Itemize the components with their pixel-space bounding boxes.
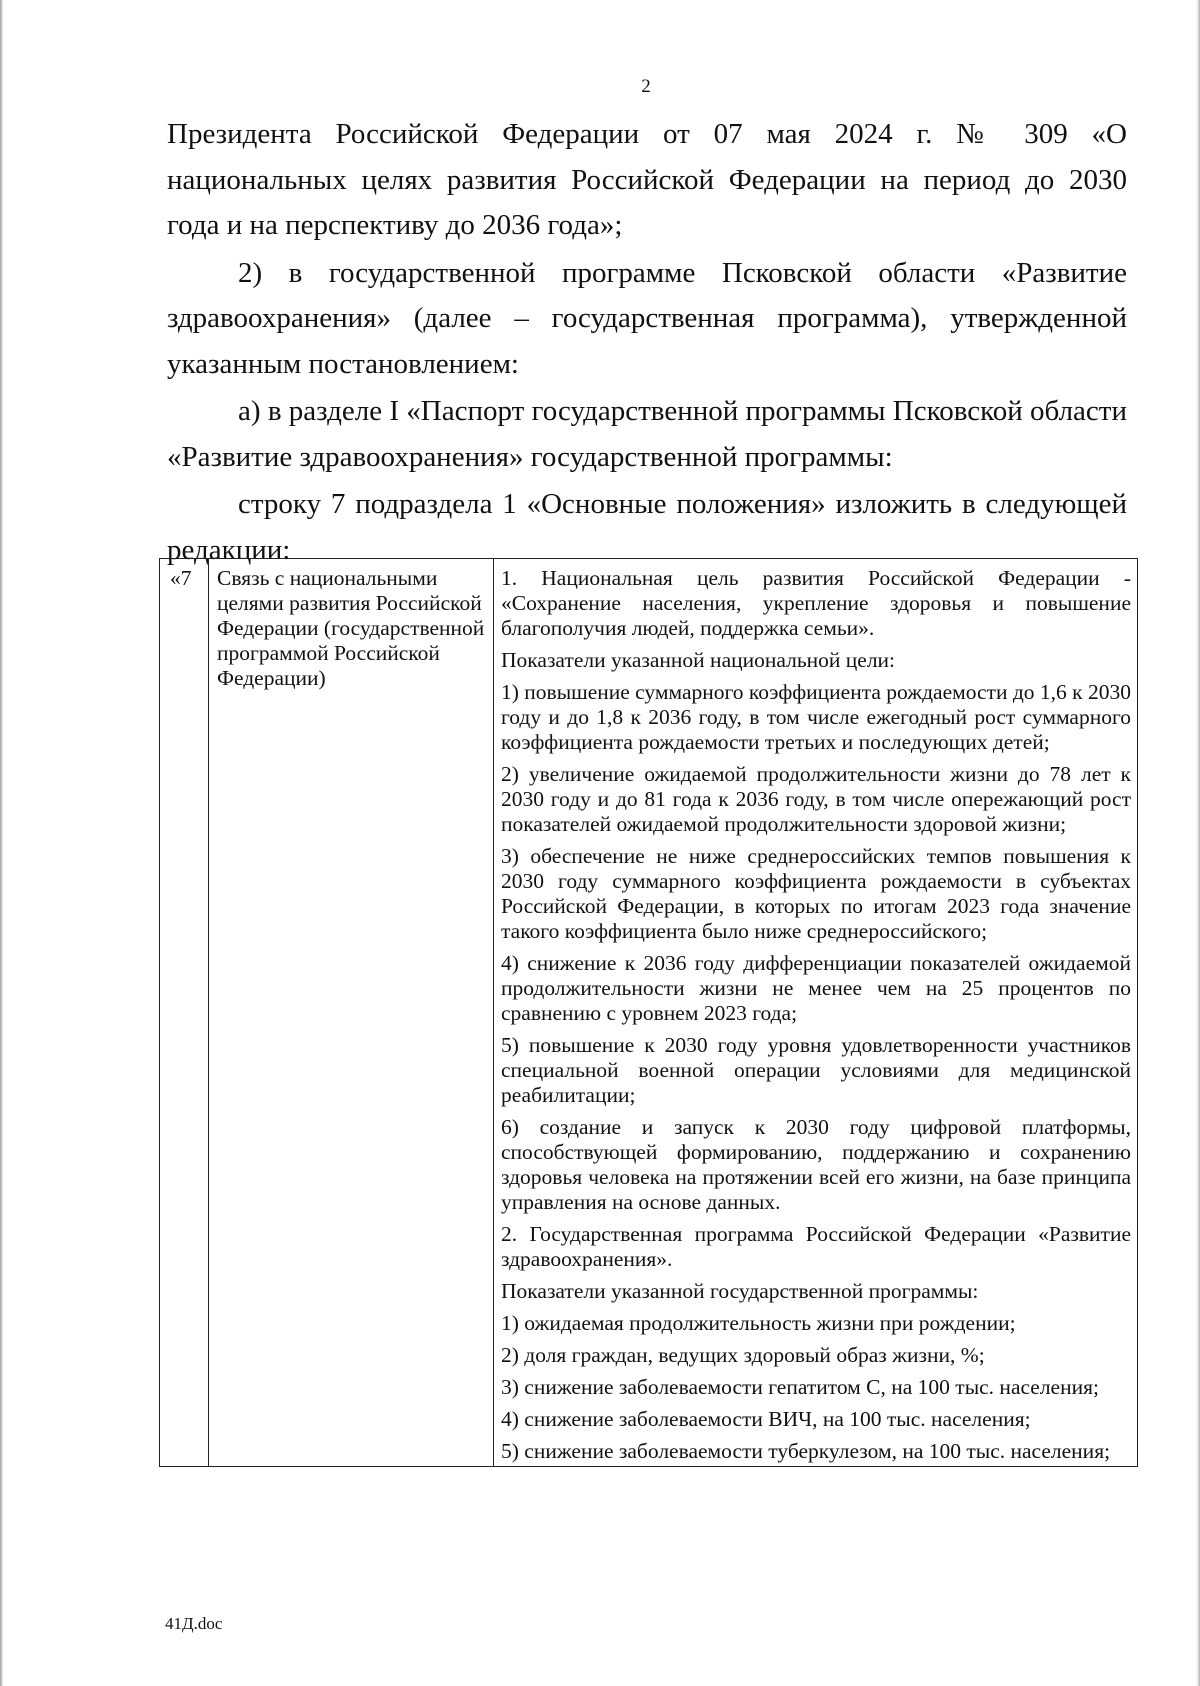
program-indicator-4: 4) снижение заболеваемости ВИЧ, на 100 тыс. населения; [501,1407,1031,1431]
table-row [160,559,1138,1467]
footer-filename: 41Д.doc [165,1614,223,1633]
goal-indicator-2: 2) увеличение ожидаемой продолжительности жизни до 78 лет к 2030 году и до 81 года к 2036 году, в том числе опережающий рост показателей ожидаемой продолжительности здоровой жизни; [501,762,1131,836]
goal-indicators-heading: Показатели указанной национальной цели: [501,648,896,672]
row-label-cell: Связь с национальными целями развития Российской Федерации (государственной программой Российской Федерации) [209,559,494,1467]
goal-indicator-6: 6) создание и запуск к 2030 году цифровой платформы, способствующей формированию, поддержанию и сохранению здоровья человека на протяжении всей его жизни, на базе принципа управления на основе данных. [501,1115,1131,1214]
paragraph-section-passport: а) в разделе I «Паспорт государственной программы Псковской области «Развитие здравоохранения» государственной программы: [167,395,1127,473]
program-indicator-1: 1) ожидаемая продолжительность жизни при рождении; [501,1311,1016,1335]
paragraph-decree-reference: Президента Российской Федерации от 07 мая 2024 г. № 309 «О национальных целях развития Российской Федерации на период до 2030 года и на перспективу до 2036 года»; [167,118,1127,241]
program-indicators-heading: Показатели указанной государственной программы: [501,1279,979,1303]
paragraph-row-amendment: строку 7 подраздела 1 «Основные положения» изложить в следующей редакции: [167,488,1127,566]
row-content-cell [494,559,1138,1467]
federal-program-title: 2. Государственная программа Российской Федерации «Развитие здравоохранения». [501,1222,1131,1271]
row-number-cell: «7 [160,559,209,1467]
goal-indicator-5: 5) повышение к 2030 году уровня удовлетворенности участников специальной военной операции условиями для медицинской реабилитации; [501,1033,1131,1107]
program-indicator-3: 3) снижение заболеваемости гепатитом С, на 100 тыс. населения; [501,1375,1099,1399]
amendment-table [159,558,1138,1467]
program-indicator-5: 5) снижение заболеваемости туберкулезом, на 100 тыс. населения; [501,1439,1111,1463]
page-number: 2 [641,76,651,97]
paragraph-state-program: 2) в государственной программе Псковской области «Развитие здравоохранения» (далее – государственная программа), утвержденной указанным постановлением: [167,256,1127,380]
goal-indicator-3: 3) обеспечение не ниже среднероссийских темпов повышения к 2030 году суммарного коэффициента рождаемости в субъектах Российской Федерации, в которых по итогам 2023 года значение такого коэффициента было ниже среднероссийского; [501,844,1131,943]
body-text [167,112,1127,573]
national-goal-title: 1. Национальная цель развития Российской Федерации - «Сохранение населения, укрепление здоровья и повышение благополучия людей, поддержка семьи». [501,566,1131,640]
goal-indicator-1: 1) повышение суммарного коэффициента рождаемости до 1,6 к 2030 году и до 1,8 к 2036 году, в том числе ежегодный рост суммарного коэффициента рождаемости третьих и последующих детей; [501,680,1131,754]
goal-indicator-4: 4) снижение к 2036 году дифференциации показателей ожидаемой продолжительности жизни не менее чем на 25 процентов по сравнению с уровнем 2023 года; [501,951,1131,1025]
program-indicator-2: 2) доля граждан, ведущих здоровый образ жизни, %; [501,1343,985,1367]
